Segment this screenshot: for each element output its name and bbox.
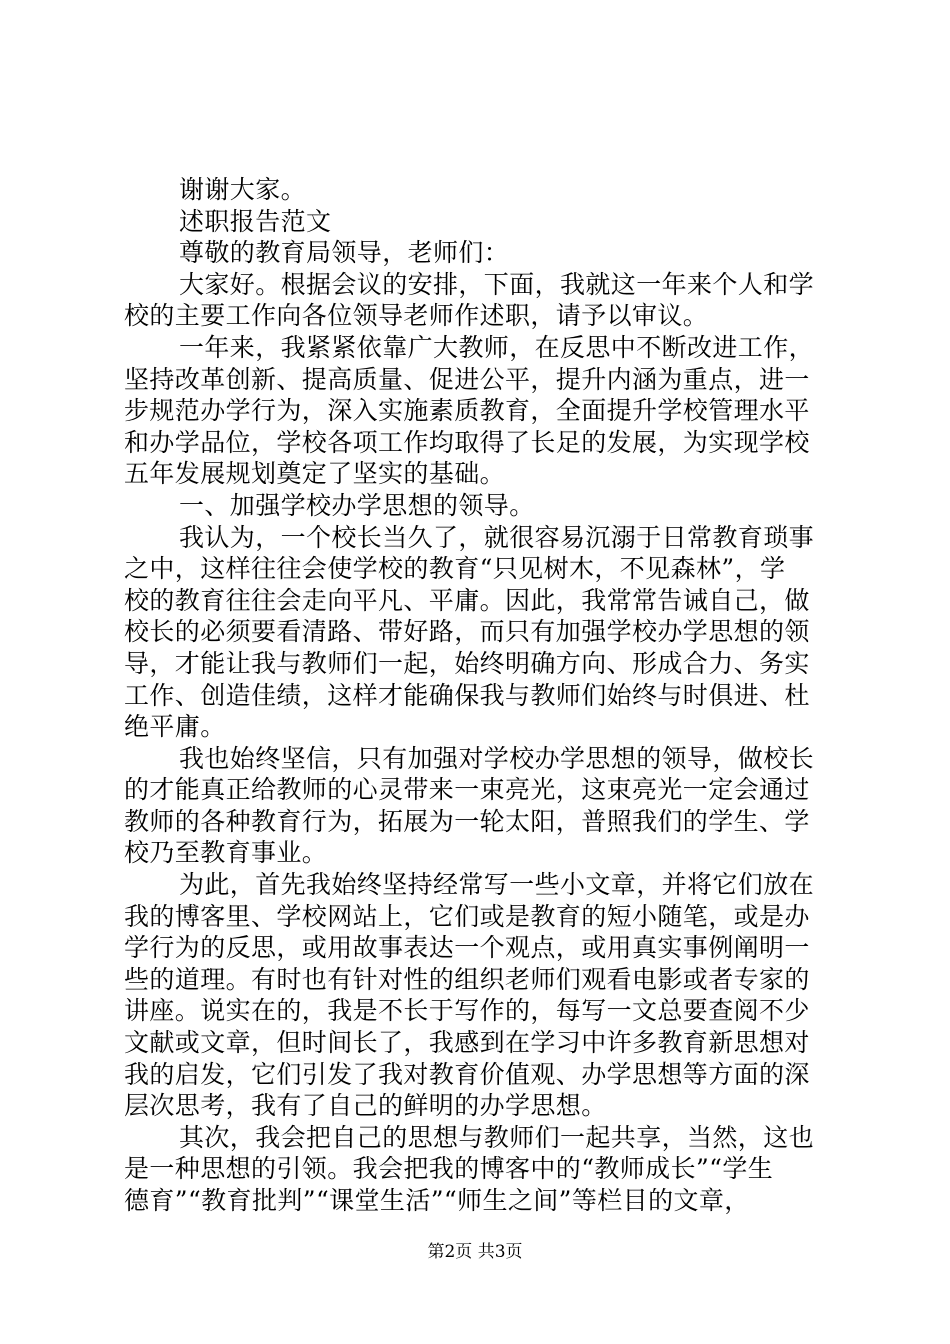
text-line: 学行为的反思，或用故事表达一个观点，或用真实事例阐明一 (124, 933, 810, 963)
page-number: 第2页 共3页 (427, 1242, 523, 1262)
text-line: 德育”“教育批判”“课堂生活”“师生之间”等栏目的文章， (124, 1186, 750, 1215)
section-heading: 一、加强学校办学思想的领导。 (179, 490, 535, 520)
text-line: 大家好。根据会议的安排，下面，我就这一年来个人和学 (179, 269, 815, 299)
text-line: 讲座。说实在的，我是不长于写作的，每写一文总要查阅不少 (124, 996, 810, 1026)
text-line: 尊敬的教育局领导，老师们： (179, 238, 510, 268)
text-line: 层次思考，我有了自己的鲜明的办学思想。 (124, 1091, 607, 1121)
text-line: 校长的必须要看清路、带好路，而只有加强学校办学思想的领 (124, 617, 810, 647)
text-line: 文献或文章，但时间长了，我感到在学习中许多教育新思想对 (124, 1028, 810, 1058)
document-body (124, 174, 836, 1217)
text-line: 和办学品位，学校各项工作均取得了长足的发展，为实现学校 (124, 427, 810, 457)
text-line: 的才能真正给教师的心灵带来一束亮光，这束亮光一定会通过 (124, 775, 810, 805)
text-line: 些的道理。有时也有针对性的组织老师们观看电影或者专家的 (124, 964, 810, 994)
text-line: 绝平庸。 (124, 712, 226, 742)
page-footer (0, 1242, 950, 1262)
text-line: 我的启发，它们引发了我对教育价值观、办学思想等方面的深 (124, 1059, 810, 1089)
text-line: 一年来，我紧紧依靠广大教师，在反思中不断改进工作， (179, 332, 815, 362)
text-line: 工作、创造佳绩，这样才能确保我与教师们始终与时俱进、杜 (124, 680, 810, 710)
text-line: 是一种思想的引领。我会把我的博客中的“教师成长”“学生 (124, 1154, 774, 1184)
text-line: 谢谢大家。 (179, 175, 307, 204)
text-line: 我认为，一个校长当久了，就很容易沉溺于日常教育琐事 (179, 522, 815, 552)
text-line: 校的教育往往会走向平凡、平庸。因此，我常常告诫自己，做 (124, 585, 810, 615)
text-line: 为此，首先我始终坚持经常写一些小文章，并将它们放在 (179, 870, 815, 900)
text-line: 坚持改革创新、提高质量、促进公平，提升内涵为重点，进一 (124, 364, 810, 394)
text-line: 校的主要工作向各位领导老师作述职，请予以审议。 (124, 301, 709, 331)
text-line: 五年发展规划奠定了坚实的基础。 (124, 459, 506, 489)
text-line: 教师的各种教育行为，拓展为一轮太阳，普照我们的学生、学 (124, 806, 810, 836)
text-line: 我的博客里、学校网站上，它们或是教育的短小随笔，或是办 (124, 901, 810, 931)
text-line: 我也始终坚信，只有加强对学校办学思想的领导，做校长 (179, 743, 815, 773)
text-line: 其次，我会把自己的思想与教师们一起共享，当然，这也 (179, 1122, 815, 1152)
text-line: 步规范办学行为，深入实施素质教育，全面提升学校管理水平 (124, 396, 810, 426)
text-line: 导，才能让我与教师们一起，始终明确方向、形成合力、务实 (124, 648, 810, 678)
text-line: 校乃至教育事业。 (124, 838, 328, 868)
text-line: 之中，这样往往会使学校的教育“只见树木，不见森林”，学 (124, 554, 786, 584)
text-line: 述职报告范文 (179, 206, 332, 236)
